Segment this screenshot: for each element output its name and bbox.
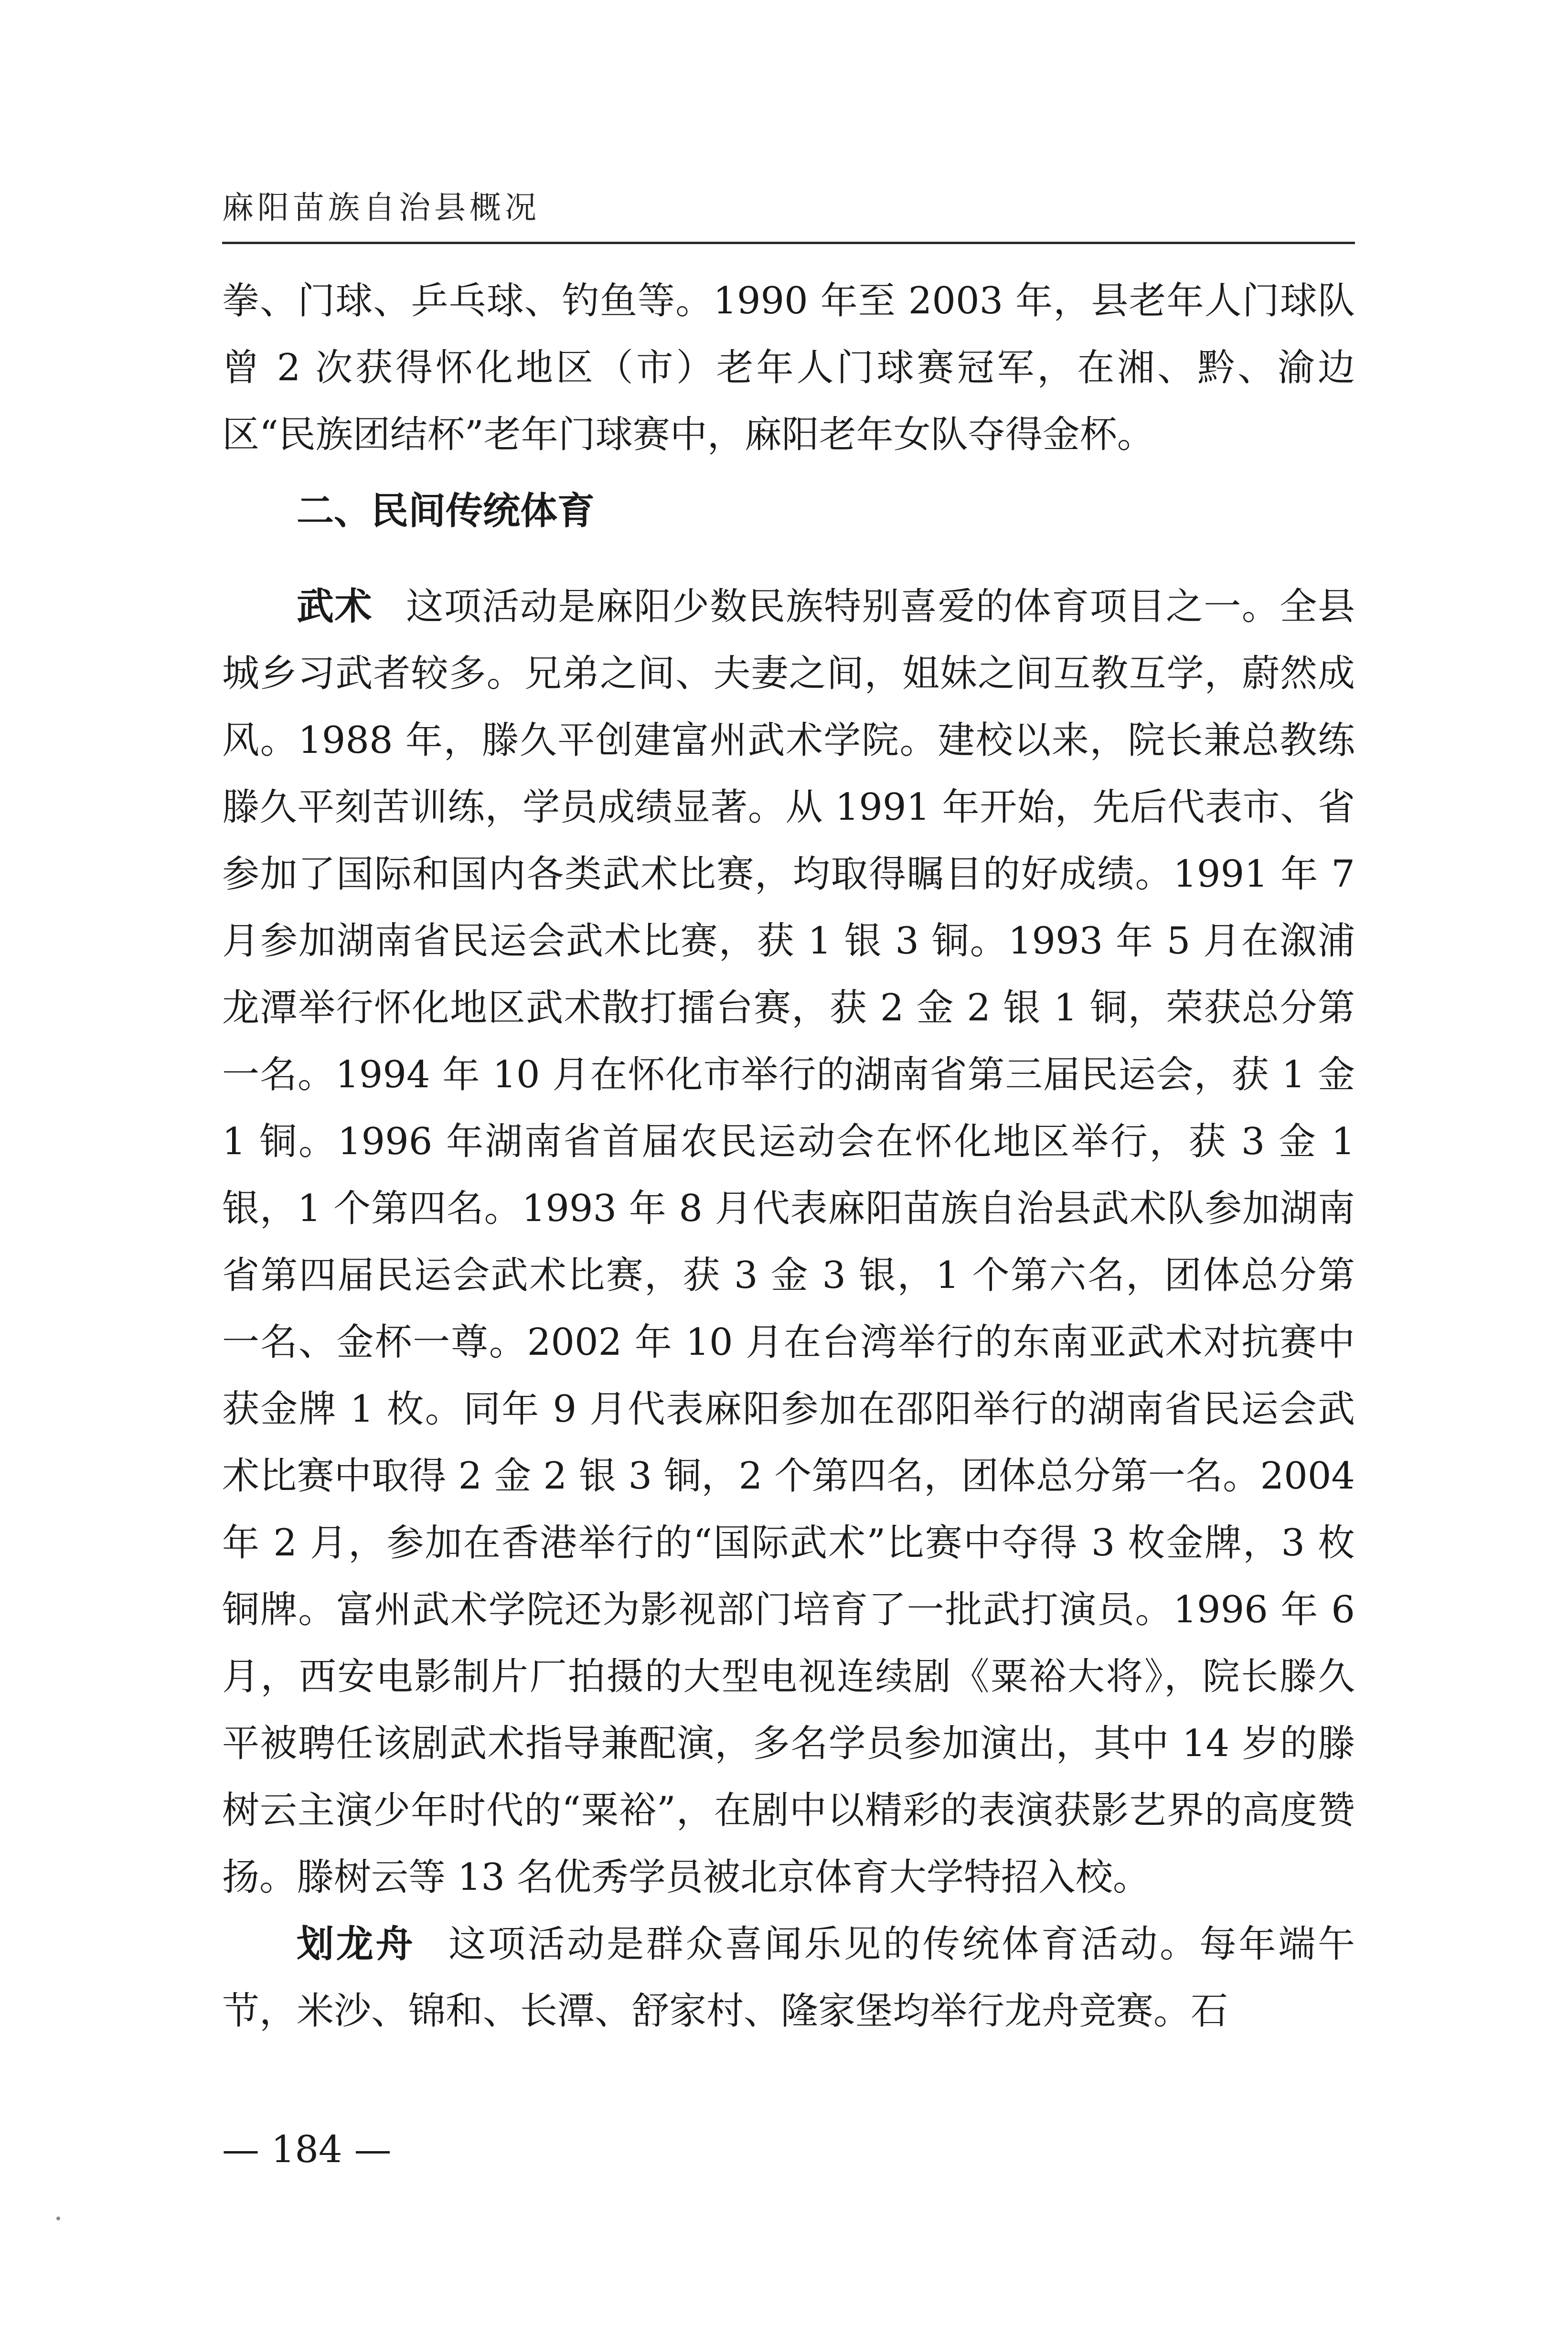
scan-speck (56, 2217, 60, 2220)
body-text (222, 268, 1355, 2045)
page-number: — 184 — (222, 2128, 392, 2171)
section-heading: 二、民间传统体育 (297, 490, 595, 533)
running-header: 麻阳苗族自治县概况 (222, 189, 540, 226)
intro-paragraph: 拳、门球、乒乓球、钓鱼等。1990 年至 2003 年，县老年人门球队曾 2 次获得怀化地区（市）老年人门球赛冠军，在湘、黔、渝边区“民族团结杯”老年门球赛中，麻阳老年女队夺得金杯。 (222, 279, 1355, 456)
header-rule (222, 242, 1355, 244)
dragon-boat-term: 划龙舟 (297, 1923, 416, 1966)
wushu-term: 武术 (297, 585, 373, 628)
wushu-paragraph (222, 573, 1355, 1911)
dragon-boat-text: 这项活动是群众喜闻乐见的传统体育活动。每年端午节，米沙、锦和、长潭、舒家村、隆家堡均举行龙舟竞赛。石 (222, 1923, 1355, 2033)
dragon-boat-paragraph (222, 1911, 1355, 2045)
wushu-text: 这项活动是麻阳少数民族特别喜爱的体育项目之一。全县城乡习武者较多。兄弟之间、夫妻之间，姐妹之间互教互学，蔚然成风。1988 年，滕久平创建富州武术学院。建校以来，院长兼总教练滕久平刻苦训练，学员成绩显著。从 1991 年开始，先后代表市、省参加了国际和国内各类武术比赛，均取得瞩目的好成绩。1991 年 7 月参加湖南省民运会武术比赛，获 1 银 3 铜。1993 年 5 月在溆浦龙潭举行怀化地区武术散打擂台赛，获 2 金 2 银 1 铜，荣获总分第一名。1994 年 10 月在怀化市举行的湖南省第三届民运会，获 1 金 1 铜。1996 年湖南省首届农民运动会在怀化地区举行，获 3 金 1 银，1 个第四名。1993 年 8 月代表麻阳苗族自治县武术队参加湖南省第四届民运会武术比赛，获 3 金 3 银，1 个第六名，团体总分第一名、金杯一尊。2002 年 10 月在台湾举行的东南亚武术对抗赛中获金牌 1 枚。同年 9 月代表麻阳参加在邵阳举行的湖南省民运会武术比赛中取得 2 金 2 银 3 铜，2 个第四名，团体总分第一名。2004 年 2 月，参加在香港举行的“国际武术”比赛中夺得 3 枚金牌，3 枚铜牌。富州武术学院还为影视部门培育了一批武打演员。1996 年 6 月，西安电影制片厂拍摄的大型电视连续剧《粟裕大将》，院长滕久平被聘任该剧武术指导兼配演，多名学员参加演出，其中 14 岁的滕树云主演少年时代的“粟裕”，在剧中以精彩的表演获影艺界的高度赞扬。滕树云等 13 名优秀学员被北京体育大学特招入校。 (222, 585, 1355, 1899)
